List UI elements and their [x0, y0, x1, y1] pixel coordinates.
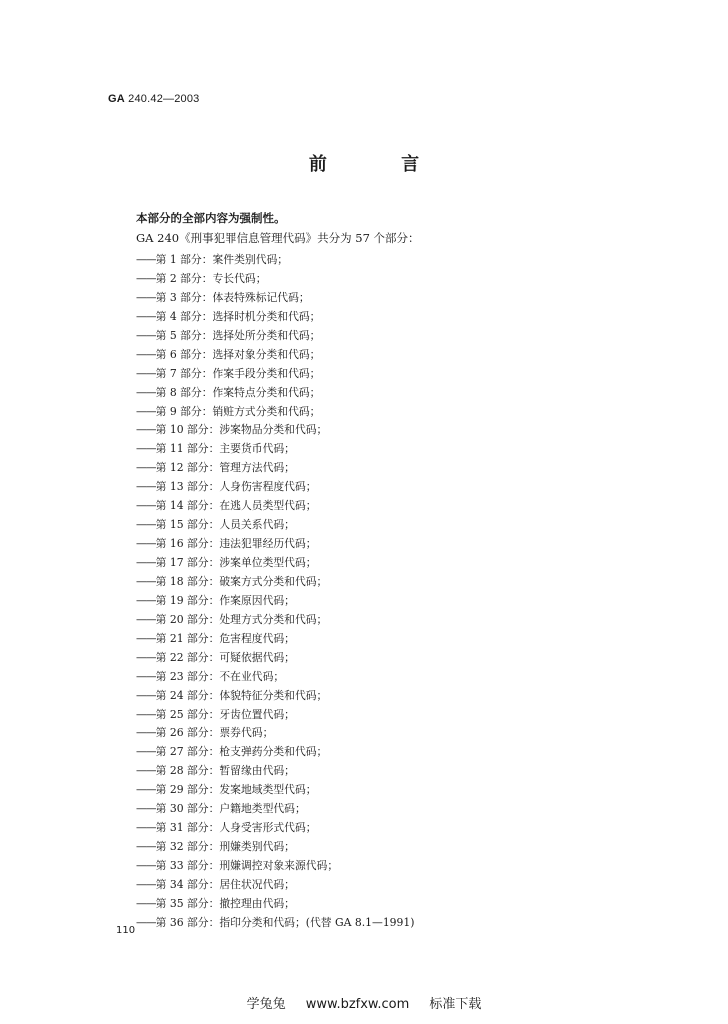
- list-dash: ——: [136, 896, 156, 910]
- part-title: 第 6 部分：选择对象分类和代码；: [155, 347, 321, 361]
- list-item: [136, 478, 415, 497]
- list-item: [136, 346, 415, 365]
- list-dash: ——: [136, 745, 156, 759]
- part-title: 第 5 部分：选择处所分类和代码；: [155, 328, 321, 342]
- list-dash: ——: [136, 556, 156, 569]
- list-item: [136, 724, 415, 743]
- list-dash: ——: [136, 612, 156, 626]
- part-title: 第 20 部分：处理方式分类和代码；: [155, 612, 328, 626]
- list-dash: ——: [136, 290, 156, 304]
- list-dash: ——: [136, 707, 156, 721]
- list-dash: ——: [136, 593, 156, 607]
- list-dash: ——: [136, 631, 156, 645]
- list-dash: ——: [136, 328, 156, 342]
- part-title: 第 13 部分：人身伤害程度代码；: [155, 480, 317, 494]
- part-title: 第 32 部分：刑嫌类别代码；: [155, 840, 295, 854]
- list-item: [136, 630, 415, 649]
- part-title: 第 23 部分：不在业代码；: [155, 669, 285, 683]
- list-dash: ——: [136, 366, 156, 380]
- part-title: 第 4 部分：选择时机分类和代码；: [155, 309, 321, 323]
- part-title: 第 10 部分：涉案物品分类和代码；: [155, 423, 328, 437]
- document-code: [108, 93, 199, 105]
- list-dash: ——: [136, 764, 156, 778]
- part-title: 第 15 部分：人员关系代码；: [155, 518, 295, 532]
- list-dash: ——: [136, 840, 156, 854]
- list-item: [136, 554, 415, 573]
- list-dash: ——: [136, 821, 156, 835]
- list-item: [136, 743, 415, 762]
- list-item: [136, 706, 415, 725]
- part-title: 第 34 部分：居住状况代码；: [155, 877, 295, 891]
- part-title: 第 11 部分：主要货币代码；: [155, 442, 295, 456]
- part-title: 第 19 部分：作案原因代码；: [155, 593, 295, 607]
- list-item: [136, 535, 415, 554]
- list-item: [136, 440, 415, 459]
- list-dash: ——: [136, 669, 156, 683]
- part-title: 第 14 部分：在逃人员类型代码；: [155, 499, 317, 513]
- part-title: 第 12 部分：管理方法代码；: [155, 461, 295, 475]
- list-dash: ——: [136, 442, 156, 456]
- part-title: 第 16 部分：违法犯罪经历代码；: [155, 537, 317, 551]
- list-dash: ——: [136, 518, 156, 532]
- list-item: [136, 403, 415, 422]
- part-title: 第 8 部分：作案特点分类和代码；: [155, 385, 321, 399]
- footer-slogan: 标准下载: [429, 997, 482, 1012]
- footer-url: www.bzfxw.com: [305, 997, 410, 1012]
- parts-list: [136, 251, 415, 933]
- list-item: [136, 914, 415, 933]
- list-dash: ——: [136, 499, 156, 513]
- list-item: [136, 592, 415, 611]
- list-dash: ——: [136, 537, 156, 551]
- list-dash: ——: [136, 574, 156, 588]
- list-dash: ——: [136, 915, 156, 929]
- part-title: 第 21 部分：危害程度代码；: [155, 631, 295, 645]
- list-dash: ——: [136, 480, 156, 494]
- list-item: [136, 649, 415, 668]
- part-title: 第 31 部分：人身受害形式代码；: [155, 821, 317, 835]
- part-title: 第 2 部分：专长代码；: [155, 271, 267, 285]
- list-dash: ——: [136, 347, 156, 361]
- list-item: [136, 762, 415, 781]
- list-item: [136, 421, 415, 440]
- part-title: 第 27 部分：枪支弹药分类和代码；: [155, 745, 328, 759]
- part-title: 第 1 部分：案件类别代码；: [155, 253, 289, 266]
- list-item: [136, 857, 415, 876]
- list-item: [136, 781, 415, 800]
- part-title: 第 17 部分：涉案单位类型代码；: [155, 556, 317, 569]
- footer-site-name: 学兔兔: [246, 997, 286, 1012]
- part-title: 第 7 部分：作案手段分类和代码；: [155, 366, 321, 380]
- list-dash: ——: [136, 859, 156, 872]
- list-dash: ——: [136, 461, 156, 475]
- list-dash: ——: [136, 404, 156, 418]
- list-item: [136, 687, 415, 706]
- list-item: [136, 668, 415, 687]
- part-title: 第 36 部分：指印分类和代码；(代替 GA 8.1—1991): [155, 915, 415, 929]
- list-item: [136, 838, 415, 857]
- list-item: [136, 819, 415, 838]
- list-dash: ——: [136, 309, 156, 323]
- list-dash: ——: [136, 253, 156, 266]
- list-item: [136, 516, 415, 535]
- parts-overview: GA 240《刑事犯罪信息管理代码》共分为 57 个部分：: [136, 231, 420, 245]
- list-item: [136, 573, 415, 592]
- list-item: [136, 611, 415, 630]
- list-dash: ——: [136, 271, 156, 285]
- list-item: [136, 251, 415, 270]
- list-item: [136, 800, 415, 819]
- part-title: 第 18 部分：破案方式分类和代码；: [155, 574, 328, 588]
- standard-number: 240.42—2003: [124, 93, 200, 105]
- standard-prefix: GA: [108, 93, 125, 105]
- part-title: 第 26 部分：票券代码；: [155, 726, 274, 740]
- part-title: 第 9 部分：销赃方式分类和代码；: [155, 404, 321, 418]
- list-item: [136, 365, 415, 384]
- part-title: 第 28 部分：暂留缘由代码；: [155, 764, 295, 778]
- part-title: 第 33 部分：刑嫌调控对象来源代码；: [155, 859, 339, 872]
- mandatory-statement: 本部分的全部内容为强制性。: [136, 211, 286, 225]
- list-dash: ——: [136, 688, 156, 702]
- page-number: 110: [116, 925, 136, 936]
- list-item: [136, 876, 415, 895]
- list-dash: ——: [136, 385, 156, 399]
- part-title: 第 24 部分：体貌特征分类和代码；: [155, 688, 328, 702]
- part-title: 第 3 部分：体表特殊标记代码；: [155, 290, 310, 304]
- list-item: [136, 289, 415, 308]
- list-item: [136, 327, 415, 346]
- list-item: [136, 497, 415, 516]
- list-dash: ——: [136, 423, 156, 437]
- part-title: 第 29 部分：发案地域类型代码；: [155, 783, 317, 797]
- part-title: 第 30 部分：户籍地类型代码；: [155, 802, 306, 816]
- list-item: [136, 384, 415, 403]
- footer-watermark: [0, 993, 728, 1012]
- list-item: [136, 308, 415, 327]
- list-dash: ——: [136, 877, 156, 891]
- list-dash: ——: [136, 726, 156, 740]
- list-dash: ——: [136, 650, 156, 664]
- part-title: 第 22 部分：可疑依据代码；: [155, 650, 295, 664]
- list-dash: ——: [136, 802, 156, 816]
- list-dash: ——: [136, 783, 156, 797]
- page-title: 前 言: [308, 154, 454, 175]
- part-title: 第 35 部分：撤控理由代码；: [155, 896, 295, 910]
- list-item: [136, 459, 415, 478]
- part-title: 第 25 部分：牙齿位置代码；: [155, 707, 295, 721]
- list-item: [136, 895, 415, 914]
- list-item: [136, 270, 415, 289]
